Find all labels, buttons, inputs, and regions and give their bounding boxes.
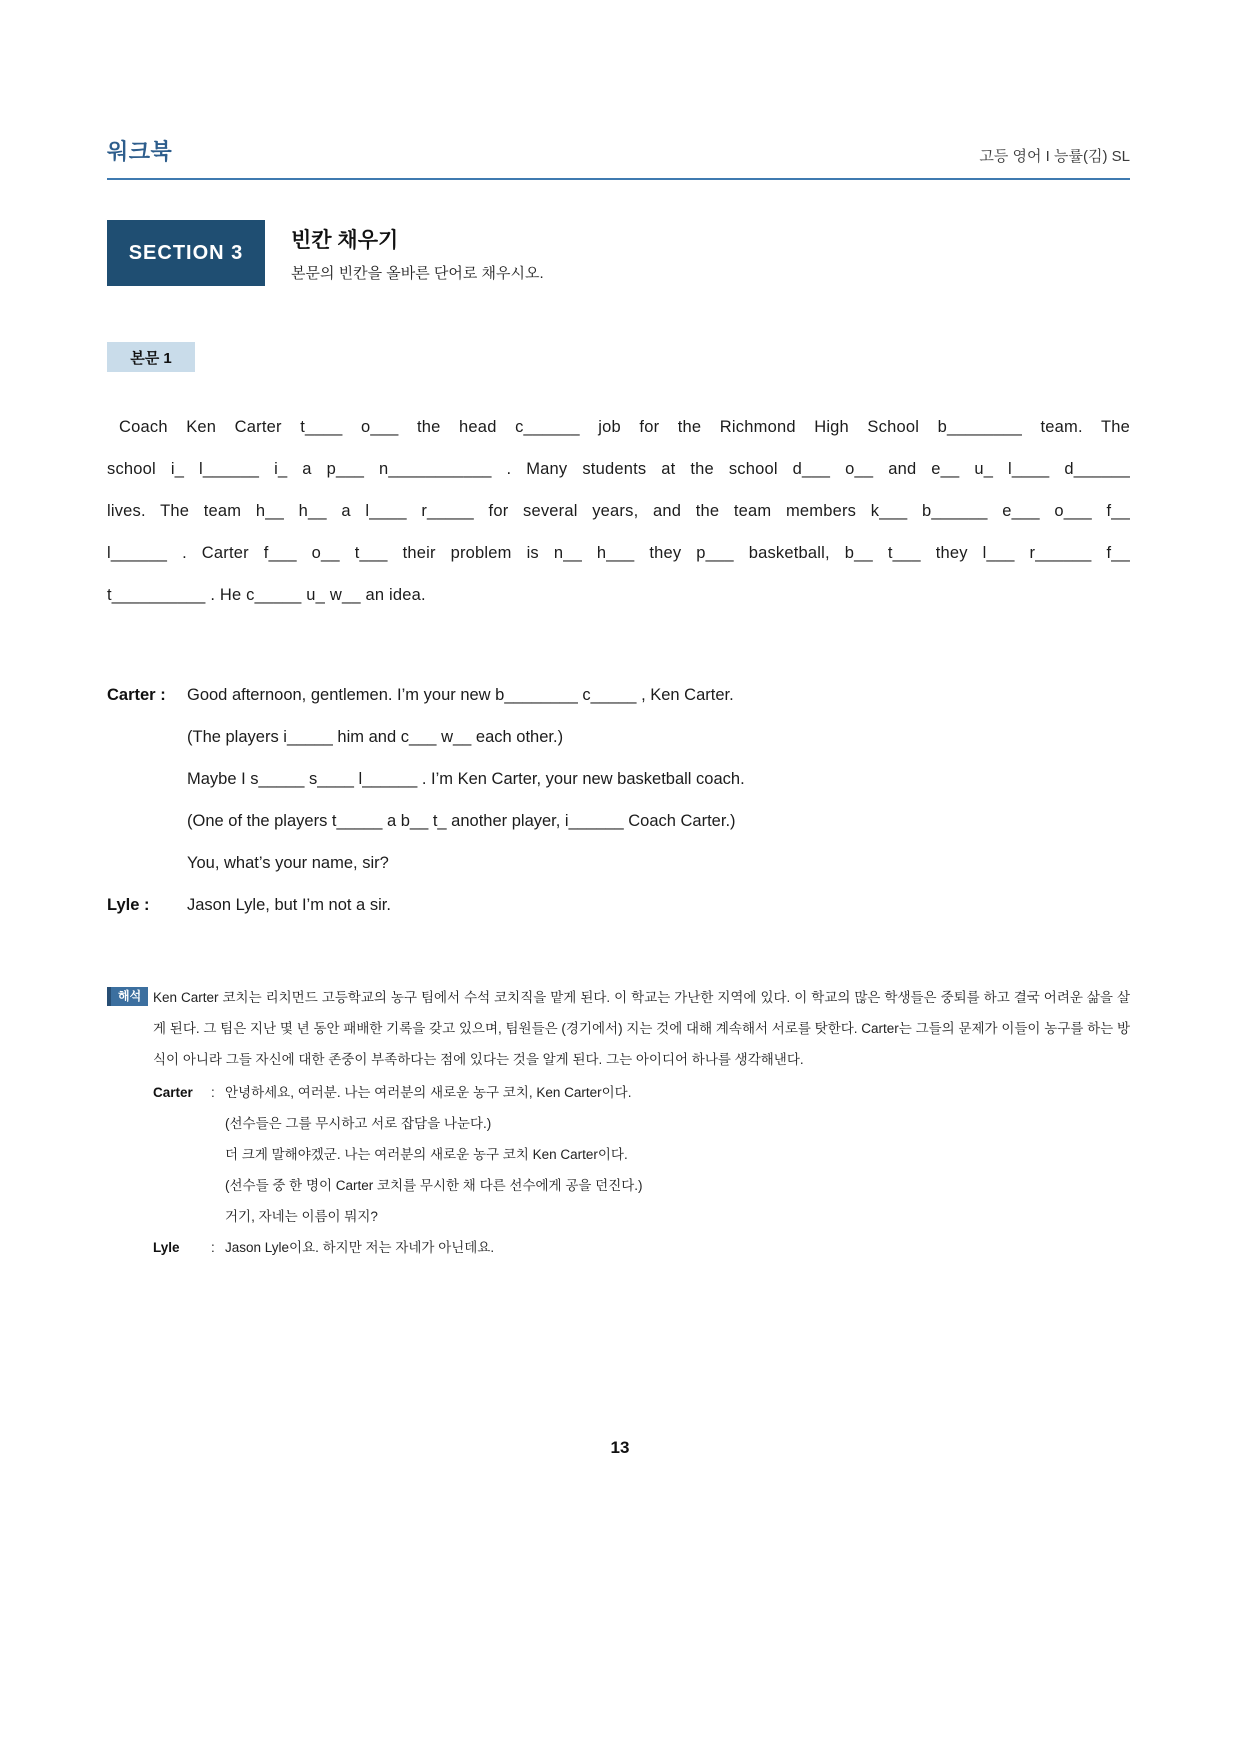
course-label: 고등 영어 I 능률(김) SL (979, 148, 1130, 165)
translation-badge: 해석 (107, 987, 148, 1006)
dialogue-text: You, what’s your name, sir? (187, 854, 389, 872)
speaker-colon (211, 1201, 225, 1232)
workbook-brand-title: 워크북 (107, 139, 173, 164)
translation-text: (선수들 중 한 명이 Carter 코치를 무시한 채 다른 선수에게 공을 던진다.) (225, 1178, 643, 1193)
dialogue-line (107, 674, 1130, 716)
speaker-label (153, 1108, 211, 1139)
dialogue-text: Maybe I s_____ s____ l______ . I’m Ken Carter, your new basketball coach. (187, 770, 745, 788)
translation-dialogue (153, 1077, 1130, 1263)
dialogue-block (107, 674, 1130, 926)
dialogue-text: (The players i_____ him and c___ w__ each other.) (187, 728, 564, 746)
workbook-page (107, 0, 1130, 1263)
speaker-label (107, 800, 187, 842)
translation-text: 더 크게 말해야겠군. 나는 여러분의 새로운 농구 코치 Ken Carter이다. (225, 1147, 628, 1162)
translation-line (153, 1170, 1130, 1201)
page-header (107, 0, 1130, 180)
speaker-label (153, 1139, 211, 1170)
dialogue-line (107, 884, 1130, 926)
speaker-colon: : (211, 1085, 215, 1100)
dialogue-line (107, 842, 1130, 884)
dialogue-line (107, 800, 1130, 842)
speaker-colon (211, 1170, 225, 1201)
speaker-label: Lyle (153, 1240, 180, 1255)
translation-text: 안녕하세요, 여러분. 나는 여러분의 새로운 농구 코치, Ken Carter이다. (225, 1085, 632, 1100)
translation-text: (선수들은 그를 무시하고 서로 잡담을 나눈다.) (225, 1116, 492, 1131)
section-text-block (291, 220, 544, 286)
translation-block (107, 982, 1130, 1263)
dialogue-text: (One of the players t_____ a b__ t_ another player, i______ Coach Carter.) (187, 812, 736, 830)
speaker-colon (211, 1139, 225, 1170)
passage-badge: 본문 1 (107, 342, 195, 372)
translation-line (153, 1077, 1130, 1108)
passage-line: Coach Ken Carter t____ o___ the head c______ job for the Richmond High School b________ team. The (119, 418, 1130, 436)
dialogue-line (107, 716, 1130, 758)
speaker-colon: : (211, 1240, 215, 1255)
section-header (107, 220, 1130, 286)
fill-in-passage (107, 406, 1130, 616)
translation-line (153, 1139, 1130, 1170)
translation-paragraph-wrap (107, 982, 1130, 1075)
dialogue-text: Jason Lyle, but I’m not a sir. (187, 896, 391, 914)
dialogue-line (107, 758, 1130, 800)
speaker-label (107, 716, 187, 758)
translation-line (153, 1108, 1130, 1139)
passage-line: l______ . Carter f___ o__ t___ their problem is n__ h___ they p___ basketball, b__ t___ they l___ r______ f__ (107, 544, 1130, 562)
passage-line: t__________ . He c_____ u_ w__ an idea. (107, 586, 426, 604)
section-title: 빈칸 채우기 (291, 228, 399, 252)
passage-line: lives. The team h__ h__ a l____ r_____ for several years, and the team members k___ b______ e___ o___ f__ (107, 502, 1130, 520)
page-number: 13 (610, 1438, 630, 1457)
passage-line: school i_ l______ i_ a p___ n___________ . Many students at the school d___ o__ and e__ u_ l____ d______ (107, 460, 1130, 478)
translation-line (153, 1232, 1130, 1263)
speaker-label: Lyle : (107, 896, 150, 914)
translation-text: Jason Lyle이요. 하지만 저는 자네가 아닌데요. (225, 1240, 495, 1255)
speaker-label: Carter (153, 1085, 193, 1100)
speaker-label (153, 1201, 211, 1232)
section-subtitle: 본문의 빈칸을 올바른 단어로 채우시오. (291, 264, 544, 282)
speaker-label (107, 842, 187, 884)
speaker-label (107, 758, 187, 800)
section-number-box: SECTION 3 (107, 220, 265, 286)
translation-paragraph: Ken Carter 코치는 리치먼드 고등학교의 농구 팀에서 수석 코치직을 맡게 된다. 이 학교는 가난한 지역에 있다. 이 학교의 많은 학생들은 중퇴를 하고 결국 어려운 삶을 살게 된다. 그 팀은 지난 몇 년 동안 패배한 기록을 갖고 있으며, 팀원들은 (경기에서) 지는 것에 대해 계속해서 서로를 탓한다. Carter는 그들의 문제가 이들이 농구를 하는 방식이 아니라 그들 자신에 대한 존중이 부족하다는 점에 있다는 것을 알게 된다. 그는 아이디어 하나를 생각해낸다. (153, 990, 1130, 1067)
speaker-label (153, 1170, 211, 1201)
speaker-colon (211, 1108, 225, 1139)
dialogue-text: Good afternoon, gentlemen. I’m your new b________ c_____ , Ken Carter. (187, 686, 734, 704)
translation-text: 거기, 자네는 이름이 뭐지? (225, 1209, 378, 1224)
speaker-label: Carter : (107, 686, 166, 704)
translation-line (153, 1201, 1130, 1232)
